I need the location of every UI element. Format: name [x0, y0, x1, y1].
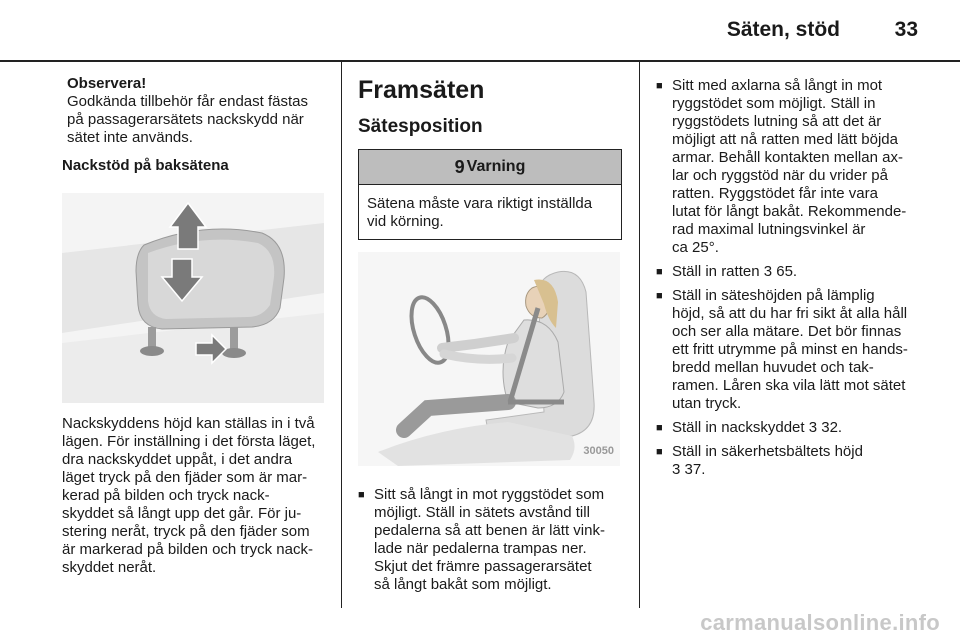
warning-triangle-icon: 9: [454, 157, 465, 177]
column-divider-left: [341, 62, 342, 608]
rear-headrest-subheading: Nackstöd på baksätena: [62, 157, 229, 174]
driver-seat-illustration: [358, 252, 620, 466]
middle-column: [358, 75, 623, 600]
column-divider-right: [639, 62, 640, 608]
list-item: ■ Sitt med axlarna så långt in mot ryggstödet som möjligt. Ställ in ryggstödets lutning så att det är möjligt att nå ratten med lätt böjda armar. Behåll kontakten mellan ax- lar och ryggstöd när du vrider på ratten. Ryggstödet får inte vara lutat för långt bakåt. Rekommende- rad maximal lutningsvinkel är ca 25°.: [656, 77, 926, 257]
list-item: ■ Ställ in säteshöjden på lämplig höjd, så att du har fri sikt åt alla håll och ser alla mätare. Det bör finnas ett fritt utrymme på minst en hands- bredd mellan huvudet och tak- ramen. Låren ska vila lätt mot sätet utan tryck.: [656, 287, 926, 413]
right-bullet-list: [656, 77, 926, 479]
list-item: ■ Ställ in nackskyddet 3 32.: [656, 419, 926, 437]
note-title: Observera!: [67, 75, 147, 92]
section-title: Säten, stöd: [726, 18, 840, 41]
note-box: [62, 75, 327, 147]
figure-code: 30050: [583, 445, 614, 457]
list-item: ■ Ställ in ratten 3 65.: [656, 263, 926, 281]
right-column: [656, 77, 926, 485]
middle-bullet-list: [358, 486, 623, 594]
watermark: carmanualsonline.info: [700, 610, 940, 635]
warning-header: [359, 150, 621, 185]
note-body: Godkända tillbehör får endast fästas på passagerarsätets nackskydd när sätet inte används.: [67, 93, 308, 146]
left-column: [62, 75, 327, 577]
page-number: 33: [894, 18, 918, 41]
warning-box: [358, 149, 622, 240]
warning-title: Varning: [466, 158, 526, 175]
header-rule: [0, 60, 960, 62]
front-seats-heading: Framsäten: [358, 76, 485, 104]
warning-body: Sätena måste vara riktigt inställda vid körning.: [367, 195, 593, 230]
list-item: ■ Sitt så långt in mot ryggstödet som möjligt. Ställ in sätets avstånd till pedalerna så att benen är lätt vink- lade när pedalerna trampas ner. Skjut det främre passagerarsätet så långt bakåt som möjligt.: [358, 486, 623, 594]
headrest-illustration: [62, 193, 324, 403]
rear-headrest-paragraph: Nackskyddens höjd kan ställas in i två lägen. För inställning i det första läget, dra nackskyddet uppåt, i det andra läget tryck på den fjäder som är mar- kerad på bilden och tryck nack- skyddet så långt upp det går. För ju- stering neråt, tryck på den fjäder som är markerad på bilden och tryck nack- skyddet neråt.: [62, 415, 316, 576]
list-item: ■ Ställ in säkerhetsbältets höjd 3 37.: [656, 443, 926, 479]
seat-position-subheading: Sätesposition: [358, 116, 483, 137]
